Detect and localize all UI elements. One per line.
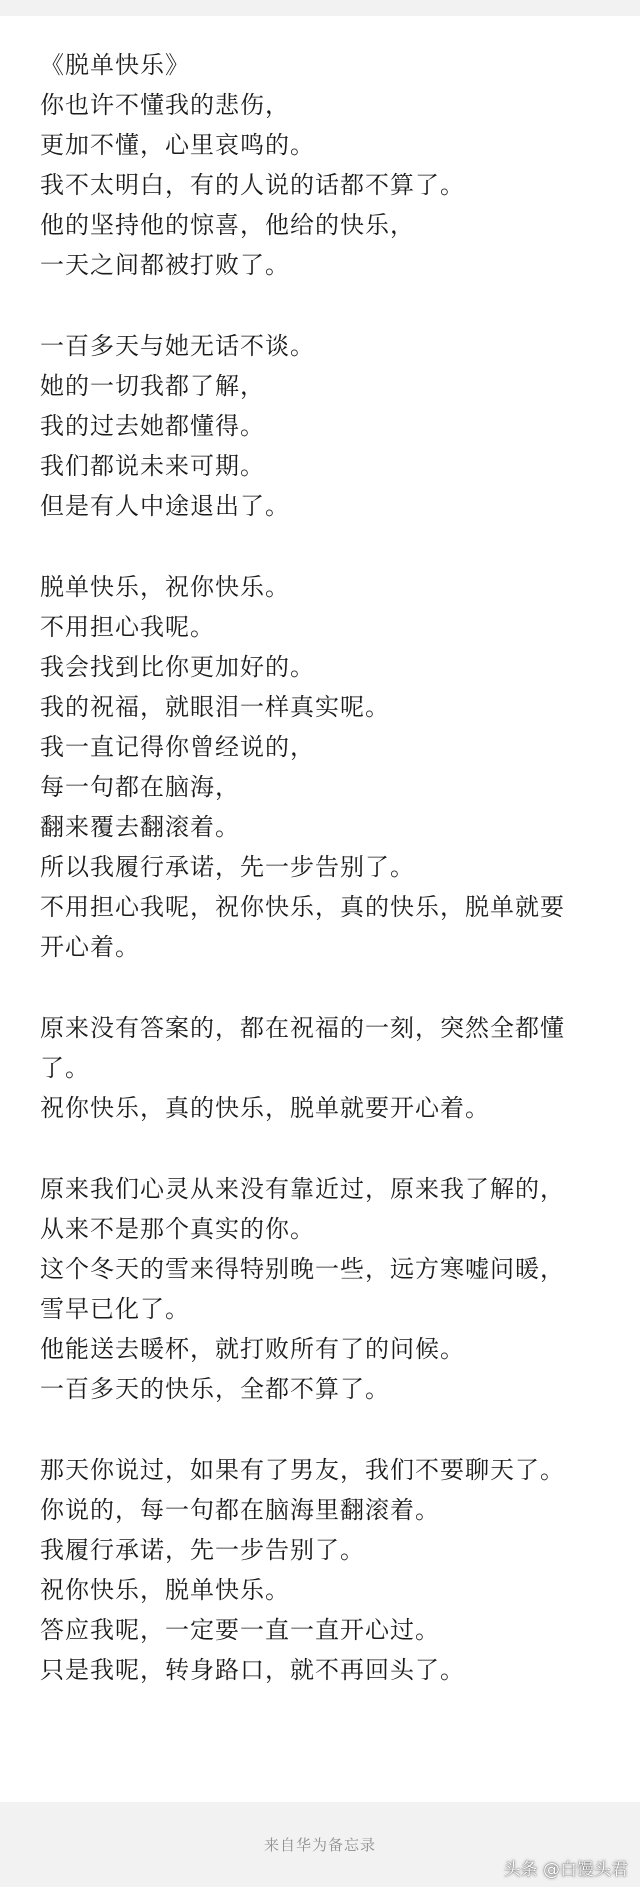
note-line: 不用担心我呢。 xyxy=(40,613,215,641)
note-line: 你也许不懂我的悲伤， xyxy=(40,91,290,119)
top-strip xyxy=(0,0,640,16)
note-line: 我一直记得你曾经说的， xyxy=(40,733,315,761)
note-line: 不用担心我呢，祝你快乐，真的快乐，脱单就要 xyxy=(40,893,565,921)
note-line: 了。 xyxy=(40,1054,90,1082)
note-line: 开心着。 xyxy=(40,933,140,961)
note-line: 雪早已化了。 xyxy=(40,1295,190,1323)
note-line: 一百多天的快乐，全都不算了。 xyxy=(40,1375,390,1403)
note-line: 但是有人中途退出了。 xyxy=(40,492,290,520)
note-line: 我的祝福，就眼泪一样真实呢。 xyxy=(40,693,390,721)
note-line: 脱单快乐，祝你快乐。 xyxy=(40,573,290,601)
note-line: 所以我履行承诺，先一步告别了。 xyxy=(40,853,415,881)
note-line: 更加不懂，心里哀鸣的。 xyxy=(40,131,315,159)
blank-line xyxy=(40,967,610,1008)
note-line: 祝你快乐，真的快乐，脱单就要开心着。 xyxy=(40,1094,490,1122)
blank-line xyxy=(40,1409,610,1450)
note-line: 原来我们心灵从来没有靠近过，原来我了解的， xyxy=(40,1175,565,1203)
watermark xyxy=(492,1852,640,1882)
blank-line xyxy=(40,285,610,326)
note-line: 这个冬天的雪来得特别晚一些，远方寒嘘问暖， xyxy=(40,1255,565,1283)
note-line: 祝你快乐，脱单快乐。 xyxy=(40,1576,290,1604)
note-line: 从来不是那个真实的你。 xyxy=(40,1215,315,1243)
note-line: 他能送去暖杯，就打败所有了的问候。 xyxy=(40,1335,465,1363)
note-line: 每一句都在脑海， xyxy=(40,773,240,801)
note-line: 你说的，每一句都在脑海里翻滚着。 xyxy=(40,1496,440,1524)
note-line: 我履行承诺，先一步告别了。 xyxy=(40,1536,365,1564)
note-line: 我们都说未来可期。 xyxy=(40,452,265,480)
note-line: 那天你说过，如果有了男友，我们不要聊天了。 xyxy=(40,1456,565,1484)
note-line: 翻来覆去翻滚着。 xyxy=(40,813,240,841)
note-line: 她的一切我都了解， xyxy=(40,372,265,400)
note-line: 答应我呢，一定要一直一直开心过。 xyxy=(40,1616,440,1644)
footer-source-label: 来自华为备忘录 xyxy=(263,1836,376,1854)
note-line: 他的坚持他的惊喜，他给的快乐， xyxy=(40,211,415,239)
note-page xyxy=(0,16,640,1802)
watermark-text: 头条 @白馒头君 xyxy=(503,1859,628,1880)
note-line: 一天之间都被打败了。 xyxy=(40,251,290,279)
note-body xyxy=(40,45,610,1690)
note-line: 我会找到比你更加好的。 xyxy=(40,653,315,681)
blank-line xyxy=(40,1128,610,1169)
note-line: 《脱单快乐》 xyxy=(40,51,190,79)
note-line: 只是我呢，转身路口，就不再回头了。 xyxy=(40,1656,465,1684)
note-line: 我不太明白，有的人说的话都不算了。 xyxy=(40,171,465,199)
note-line: 一百多天与她无话不谈。 xyxy=(40,332,315,360)
blank-line xyxy=(40,526,610,567)
note-line: 原来没有答案的，都在祝福的一刻，突然全都懂 xyxy=(40,1014,565,1042)
note-line: 我的过去她都懂得。 xyxy=(40,412,265,440)
